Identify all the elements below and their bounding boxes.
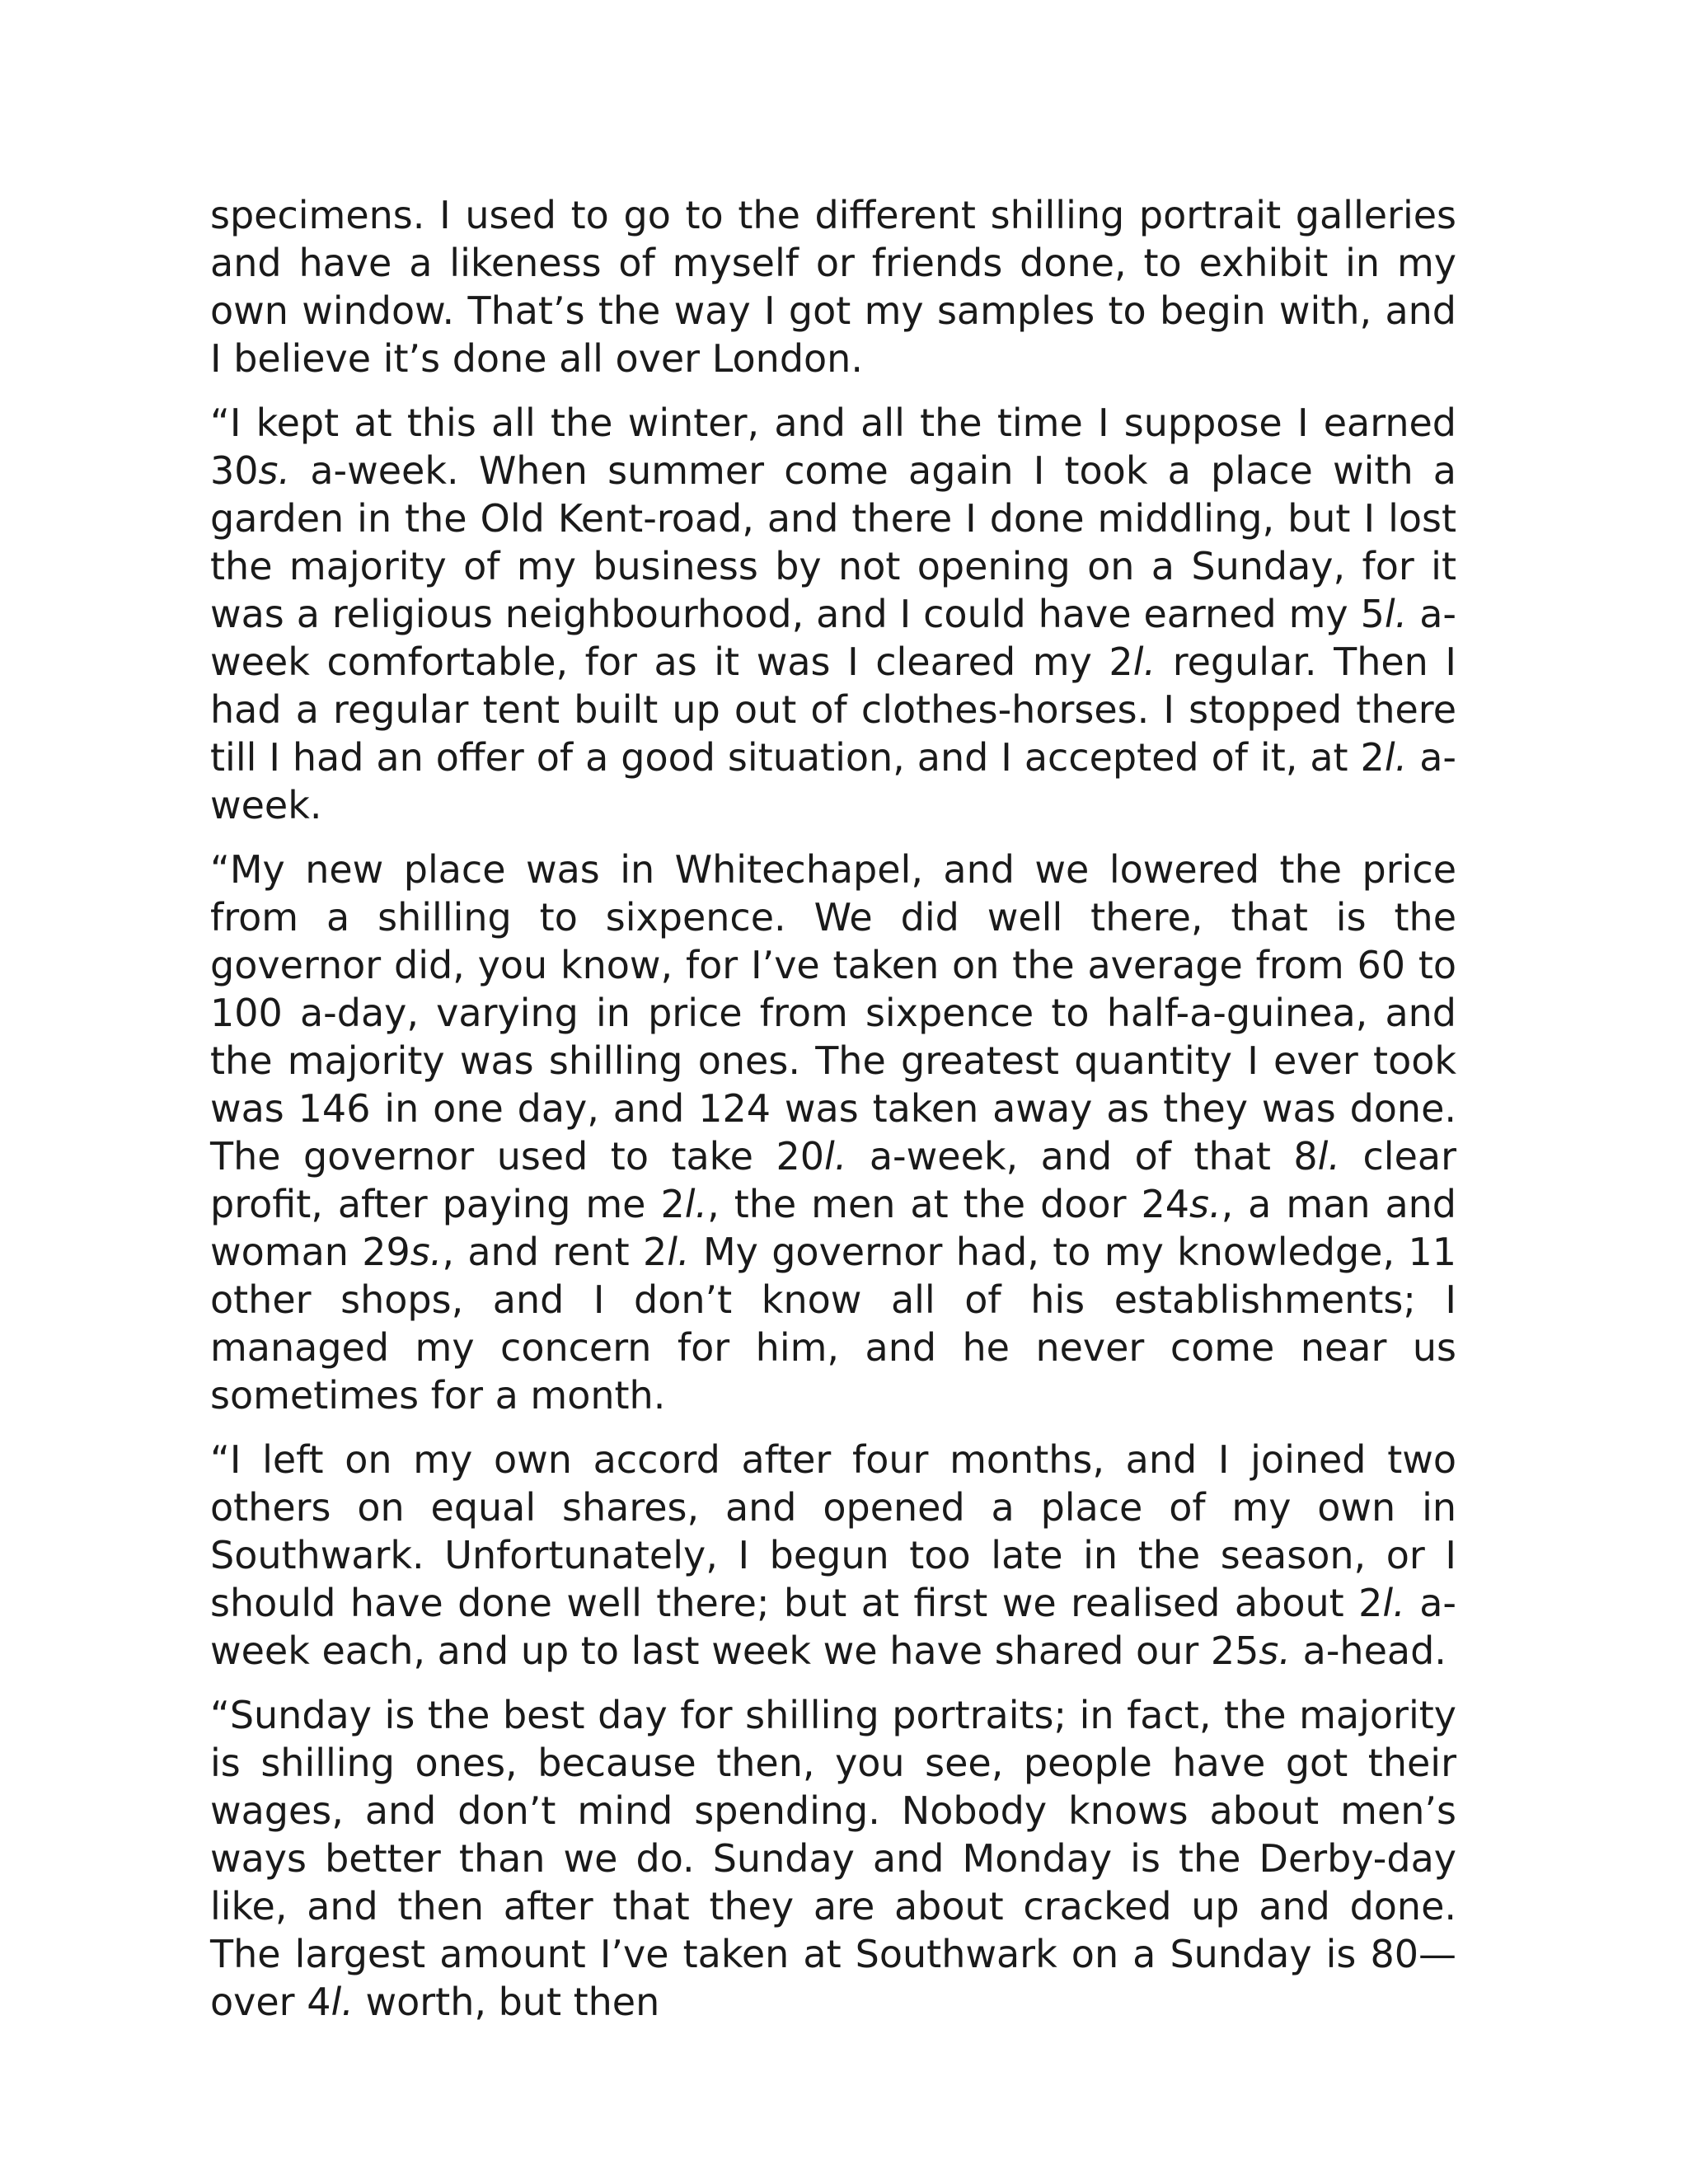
italic-abbreviation: l. bbox=[667, 1230, 690, 1274]
italic-abbreviation: l. bbox=[1384, 592, 1408, 636]
text-run: , and rent 2 bbox=[442, 1230, 668, 1274]
text-run: specimens. I used to go to the different shilling portrait galleries and have a likeness of myself or friends done, to exhibit in my own window. That’s the way I got my samples to begin with, and I believe it’s done all over London. bbox=[210, 193, 1456, 381]
body-paragraph bbox=[210, 399, 1456, 829]
italic-abbreviation: s. bbox=[1259, 1629, 1292, 1673]
text-run: a-week. When summer come again I took a place with a garden in the Old Kent-road, and there I done middling, but I lost the majority of my business by not opening on a Sunday, for it was a religious neighbourhood, and I could have earned my 5 bbox=[210, 448, 1456, 636]
italic-abbreviation: l. bbox=[823, 1134, 847, 1179]
text-run: regular. Then I had a regular tent built up out of clothes-horses. I stopped there till I had an offer of a good situation, and I accepted of it, at 2 bbox=[210, 640, 1456, 780]
document-page bbox=[210, 191, 1456, 2026]
italic-abbreviation: l. bbox=[1384, 735, 1408, 780]
italic-abbreviation: l. bbox=[1317, 1134, 1341, 1179]
text-run: , a man and woman 29 bbox=[210, 1182, 1456, 1274]
body-paragraph bbox=[210, 1691, 1456, 2026]
italic-abbreviation: l. bbox=[1132, 640, 1156, 684]
italic-abbreviation: l. bbox=[331, 1980, 354, 2024]
italic-abbreviation: l. bbox=[684, 1182, 708, 1226]
text-run: a-week each, and up to last week we have shared our 25 bbox=[210, 1581, 1456, 1673]
text-run: a-week. bbox=[210, 735, 1456, 827]
text-run: worth, but then bbox=[353, 1980, 660, 2024]
text-run: , the men at the door 24 bbox=[707, 1182, 1189, 1226]
body-paragraph bbox=[210, 846, 1456, 1419]
text-run: “My new place was in Whitechapel, and we lowered the price from a shilling to sixpence. We did well there, that is the governor did, you know, for I’ve taken on the average from 60 to 100 a-day, varying in price from sixpence to half-a-guinea, and the majority was shilling ones. The greatest quantity I ever took was 146 in one day, and 124 was taken away as they was done. The governor used to take 20 bbox=[210, 847, 1456, 1179]
body-paragraph bbox=[210, 191, 1456, 382]
body-paragraph bbox=[210, 1436, 1456, 1675]
text-run: “I kept at this all the winter, and all the time I suppose I earned 30 bbox=[210, 401, 1456, 493]
italic-abbreviation: s. bbox=[258, 448, 291, 493]
text-run: a-week comfortable, for as it was I cleared my 2 bbox=[210, 592, 1456, 684]
text-run: clear profit, after paying me 2 bbox=[210, 1134, 1456, 1226]
italic-abbreviation: s. bbox=[1189, 1182, 1221, 1226]
italic-abbreviation: l. bbox=[1382, 1581, 1405, 1625]
text-run: “I left on my own accord after four months, and I joined two others on equal shares, and opened a place of my own in Southwark. Unfortunately, I begun too late in the season, or I should have done well there; but at first we realised about 2 bbox=[210, 1437, 1456, 1625]
italic-abbreviation: s. bbox=[410, 1230, 443, 1274]
text-run: a-​week, and of that 8 bbox=[846, 1134, 1318, 1179]
text-run: a-head. bbox=[1291, 1629, 1447, 1673]
text-run: My governor had, to my knowledge, 11 other shops, and I don’t know all of his establishments; I managed my concern for him, and he never come near us sometimes for a month. bbox=[210, 1230, 1456, 1418]
text-run: “Sunday is the best day for shilling portraits; in fact, the majority is shilling ones, because then, you see, people have got their wages, and don’t mind spending. Nobody knows about men’s ways better than we do. Sunday and Monday is the Derby-day like, and then after that they are about cracked up and done. The largest amount I’ve taken at Southwark on a Sunday is 80—over 4 bbox=[210, 1693, 1456, 2024]
